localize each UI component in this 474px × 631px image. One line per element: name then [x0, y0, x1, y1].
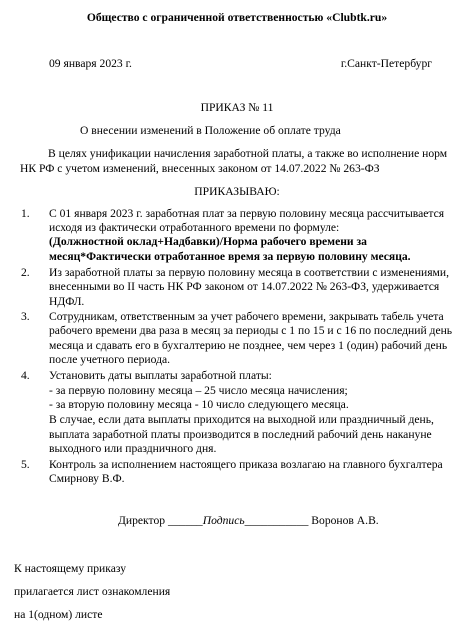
item-text: НДФЛ.: [49, 295, 85, 308]
formula-text: месяц*Фактически отработанное время за первую половину месяца.: [49, 250, 411, 263]
order-subject: О внесении изменений в Положение об оплате труда: [80, 124, 341, 137]
signature-mark: Подпись: [202, 514, 245, 527]
appendix-line-2: прилагается лист ознакомления: [14, 585, 171, 598]
item-text: С 01 января 2023 г. заработная плат за первую половину месяца рассчитывается: [49, 207, 445, 220]
order-date: 09 января 2023 г.: [49, 57, 132, 70]
formula-text: (Должностной оклад+Надбавки)/Норма рабочего времени за: [49, 235, 367, 248]
item-text: Контроль за исполнением настоящего приказа возлагаю на главного бухгалтера: [49, 458, 443, 471]
item-text: Из заработной платы за первую половину месяца в соответствии с изменениями,: [49, 266, 449, 279]
item-text: Сотрудникам, ответственным за учет рабочего времени, закрывать табель учета: [49, 310, 444, 323]
item-number: 3.: [21, 310, 30, 323]
item-number: 5.: [21, 458, 30, 471]
item-number: 4.: [21, 369, 30, 382]
preamble-line-2: НК РФ с учетом изменений, внесенных законом от 14.07.2022 № 263-ФЗ: [20, 162, 380, 175]
order-city: г.Санкт-Петербург: [340, 57, 432, 70]
preamble-line-1: В целях унификации начисления заработной платы, а также во исполнение норм: [48, 147, 448, 160]
item-text: выходного или праздничного дня.: [49, 442, 217, 455]
signature-name: ___________ Воронов А.В.: [244, 514, 379, 527]
signature-line: [118, 515, 379, 527]
item-text: после учетного периода.: [49, 353, 171, 366]
item-text: - за первую половину месяца – 25 число месяца начисления;: [49, 384, 348, 397]
item-text: исходя из фактически отработанного времени по формуле:: [49, 221, 340, 234]
item-text: В случае, если дата выплаты приходится на выходной или праздничный день,: [49, 413, 434, 426]
order-directive: ПРИКАЗЫВАЮ:: [194, 185, 280, 198]
item-number: 2.: [21, 266, 30, 279]
company-name: Общество с ограниченной ответственностью «Clubtk.ru»: [86, 11, 388, 24]
item-text: месяца и сдавать его в бухгалтерию не позднее, чем через 1 (один) рабочий день: [49, 339, 448, 352]
item-text: - за вторую половину месяца - 10 число следующего месяца.: [49, 398, 349, 411]
item-text: Установить даты выплаты заработной платы:: [49, 369, 272, 382]
order-title: ПРИКАЗ № 11: [200, 101, 274, 114]
item-number: 1.: [21, 207, 30, 220]
item-text: выплата заработной платы производится в последний рабочий день накануне: [49, 428, 432, 441]
item-text: Смирнову В.Ф.: [49, 472, 125, 485]
appendix-line-1: К настоящему приказу: [14, 562, 126, 575]
item-text: рабочего времени два раза в месяц за периоды с 1 по 15 и с 16 по последний день: [49, 324, 453, 337]
appendix-line-3: на 1(одном) листе: [14, 608, 103, 621]
item-text: внесенными во II часть НК РФ законом от 14.07.2022 № 263-ФЗ, удерживается: [49, 280, 440, 293]
signature-role: Директор ______: [118, 514, 203, 527]
